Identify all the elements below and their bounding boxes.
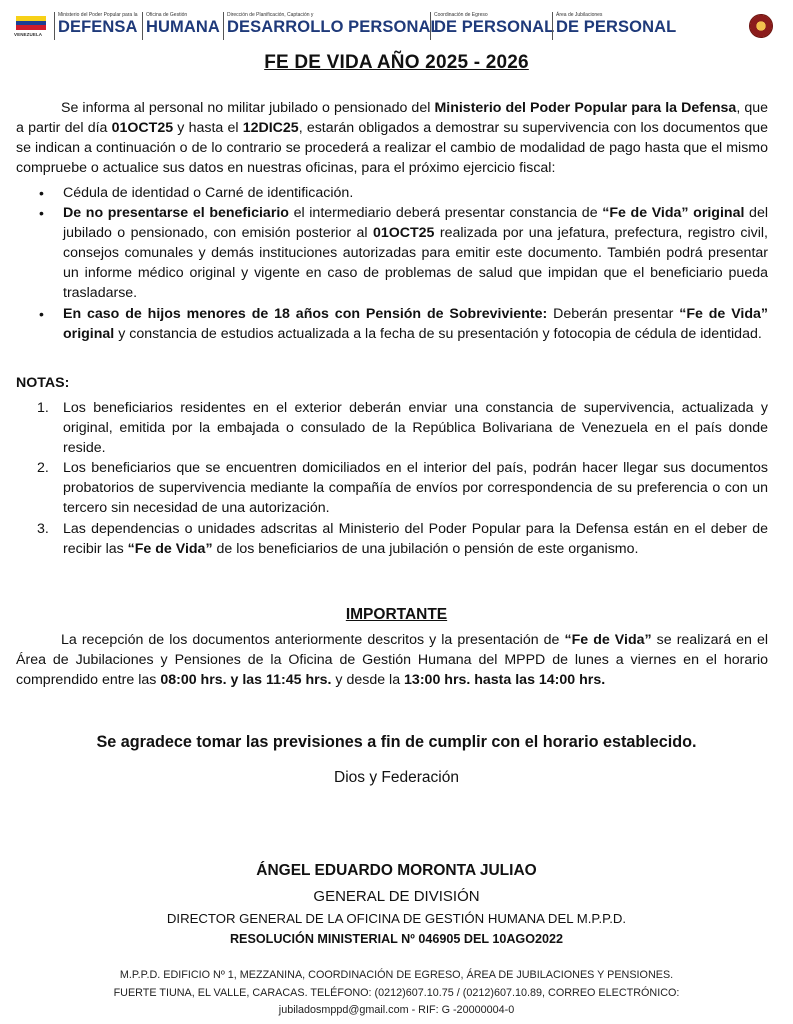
header-block-title: DE PERSONAL xyxy=(434,18,555,36)
signatory-resolution: RESOLUCIÓN MINISTERIAL Nº 046905 DEL 10AGO2022 xyxy=(229,932,564,946)
header-block-caption: Área de Jubilaciones xyxy=(556,12,603,18)
note-text: Las dependencias o unidades adscritas al Ministerio del Poder Popular para la Defensa están en el deber de recibir las xyxy=(63,520,768,557)
note-number: 2. xyxy=(37,460,49,477)
bullet-text: Cédula de identidad o Carné de identificación. xyxy=(63,185,354,201)
note-text: Los beneficiarios que se encuentren domiciliados en el interior del país, podrán hacer llegar sus documentos probatorios de supervivencia mediante la compañía de envíos por correspondencia de su preferencia o con un tercero sin necesidad de una autorización. xyxy=(63,460,768,517)
notas-list xyxy=(16,398,768,559)
header-block-defensa xyxy=(54,12,138,40)
header-block-desarrollo xyxy=(223,12,441,40)
header-block-jubilaciones xyxy=(552,12,676,40)
importante-text: se realizará en el Área de Jubilaciones y Pensiones de la Oficina de Gestión Humana del MPPD de lunes a viernes en el horario comprendido entre las xyxy=(16,632,769,689)
intro-text: , que a partir del día xyxy=(16,100,768,137)
note-bold: “Fe de Vida” xyxy=(127,540,213,557)
bullet-text: del jubilado o pensionado, con emisión posterior al xyxy=(63,205,768,242)
bullet-text: el intermediario deberá presentar constancia de xyxy=(288,205,603,222)
intro-end-date: 12DIC25 xyxy=(242,120,299,137)
list-item xyxy=(16,304,768,344)
note-text: Los beneficiarios residentes en el exterior deberán enviar una constancia de supervivencia, actualizada y original, emitida por la embajada o consulado de la República Bolivariana de Venezuela en el país donde reside. xyxy=(63,400,768,457)
document-title: FE DE VIDA AÑO 2025 - 2026 xyxy=(264,52,529,73)
signatory-rank: GENERAL DE DIVISIÓN xyxy=(313,888,480,905)
header-block-title: DESARROLLO PERSONAL xyxy=(227,18,441,36)
header-block-title: DE PERSONAL xyxy=(556,18,677,36)
intro-paragraph xyxy=(16,98,768,178)
importante-text: La recepción de los documentos anteriormente descritos y la presentación de xyxy=(61,632,565,648)
intro-text: Se informa al personal no militar jubilado o pensionado del xyxy=(61,100,435,116)
header-block-caption: Coordinación de Egreso xyxy=(434,12,488,18)
bullet-bold: En caso de hijos menores de 18 años con Pensión de Sobreviviente: xyxy=(63,305,548,322)
bullet-bold: 01OCT25 xyxy=(372,225,435,242)
importante-text: y desde la xyxy=(331,672,405,689)
bullet-bold: “Fe de Vida” original xyxy=(602,205,745,222)
header-banner xyxy=(14,10,779,42)
bullet-text: y constancia de estudios actualizada a la fecha de su presentación y fotocopia de cédula de identidad. xyxy=(114,325,762,342)
signatory-name: ÁNGEL EDUARDO MORONTA JULIAO xyxy=(256,862,537,879)
closing-farewell: Dios y Federación xyxy=(334,769,459,786)
note-text: de los beneficiarios de una jubilación o pensión de este organismo. xyxy=(212,540,639,557)
bullet-text: realizada por una jefatura, prefectura, registro civil, consejos comunales y demás instituciones autorizadas para emitir este documento. También podrá presentar un informe médico original y vigente en caso de problemas de salud que impidan que el beneficiario pueda trasladarse. xyxy=(63,225,768,302)
footer-line: jubiladosmppd@gmail.com - RIF: G -20000004-0 xyxy=(278,1004,515,1016)
importante-heading: IMPORTANTE xyxy=(345,606,448,623)
flag-stripe-red xyxy=(16,25,46,30)
flag-caption: VENEZUELA xyxy=(14,32,43,37)
bullet-text: Deberán presentar xyxy=(547,305,680,322)
header-block-humana xyxy=(142,12,220,40)
note-number: 1. xyxy=(37,400,49,416)
list-item xyxy=(16,398,768,458)
footer-address xyxy=(0,967,793,1020)
footer-line: M.P.P.D. EDIFICIO Nº 1, MEZZANINA, COORDINACIÓN DE EGRESO, ÁREA DE JUBILACIONES Y PENSIONES. xyxy=(119,969,674,981)
signatory-position: DIRECTOR GENERAL DE LA OFICINA DE GESTIÓN HUMANA DEL M.P.P.D. xyxy=(166,911,627,926)
list-item xyxy=(16,458,768,518)
notas-heading: NOTAS: xyxy=(16,375,70,391)
bullet-bold: De no presentarse el beneficiario xyxy=(63,205,289,222)
header-block-caption: Oficina de Gestión xyxy=(146,12,188,18)
header-block-egreso xyxy=(430,12,554,40)
header-block-caption: Ministerio del Poder Popular para la xyxy=(58,12,138,18)
list-item xyxy=(16,203,768,303)
note-number: 3. xyxy=(37,520,49,537)
intro-text: , estarán obligados a demostrar su supervivencia con los documentos que se indican a continuación o de lo contrario se procederá a realizar el cambio de modalidad de pago hasta que el mismo compruebe o actualice sus datos en nuestras oficinas, para el próximo ejercicio fiscal: xyxy=(16,120,768,177)
list-item xyxy=(16,183,768,203)
header-block-title: DEFENSA xyxy=(58,18,138,36)
importante-paragraph xyxy=(16,630,768,690)
intro-ministry: Ministerio del Poder Popular para la Defensa xyxy=(434,100,737,116)
venezuela-flag-icon xyxy=(16,16,46,30)
intro-text: y hasta el xyxy=(173,120,243,137)
header-block-caption: Dirección de Planificación, Captación y xyxy=(227,12,314,18)
importante-bold: 08:00 hrs. y las 11:45 hrs. xyxy=(160,672,332,689)
closing-thanks: Se agradece tomar las previsiones a fin de cumplir con el horario establecido. xyxy=(96,733,697,751)
list-item xyxy=(16,519,768,559)
coat-of-arms-seal-icon xyxy=(749,14,773,38)
bullet-bold: “Fe de Vida” original xyxy=(63,305,769,342)
requirements-list xyxy=(16,183,768,344)
footer-line: FUERTE TIUNA, EL VALLE, CARACAS. TELÉFONO: (0212)607.10.75 / (0212)607.10.89, CORREO ELECTRÓNICO: xyxy=(113,986,680,999)
intro-start-date: 01OCT25 xyxy=(111,120,174,137)
importante-bold: 13:00 hrs. hasta las 14:00 hrs. xyxy=(404,672,606,689)
importante-bold: “Fe de Vida” xyxy=(564,632,652,648)
header-block-title: HUMANA xyxy=(146,18,220,36)
